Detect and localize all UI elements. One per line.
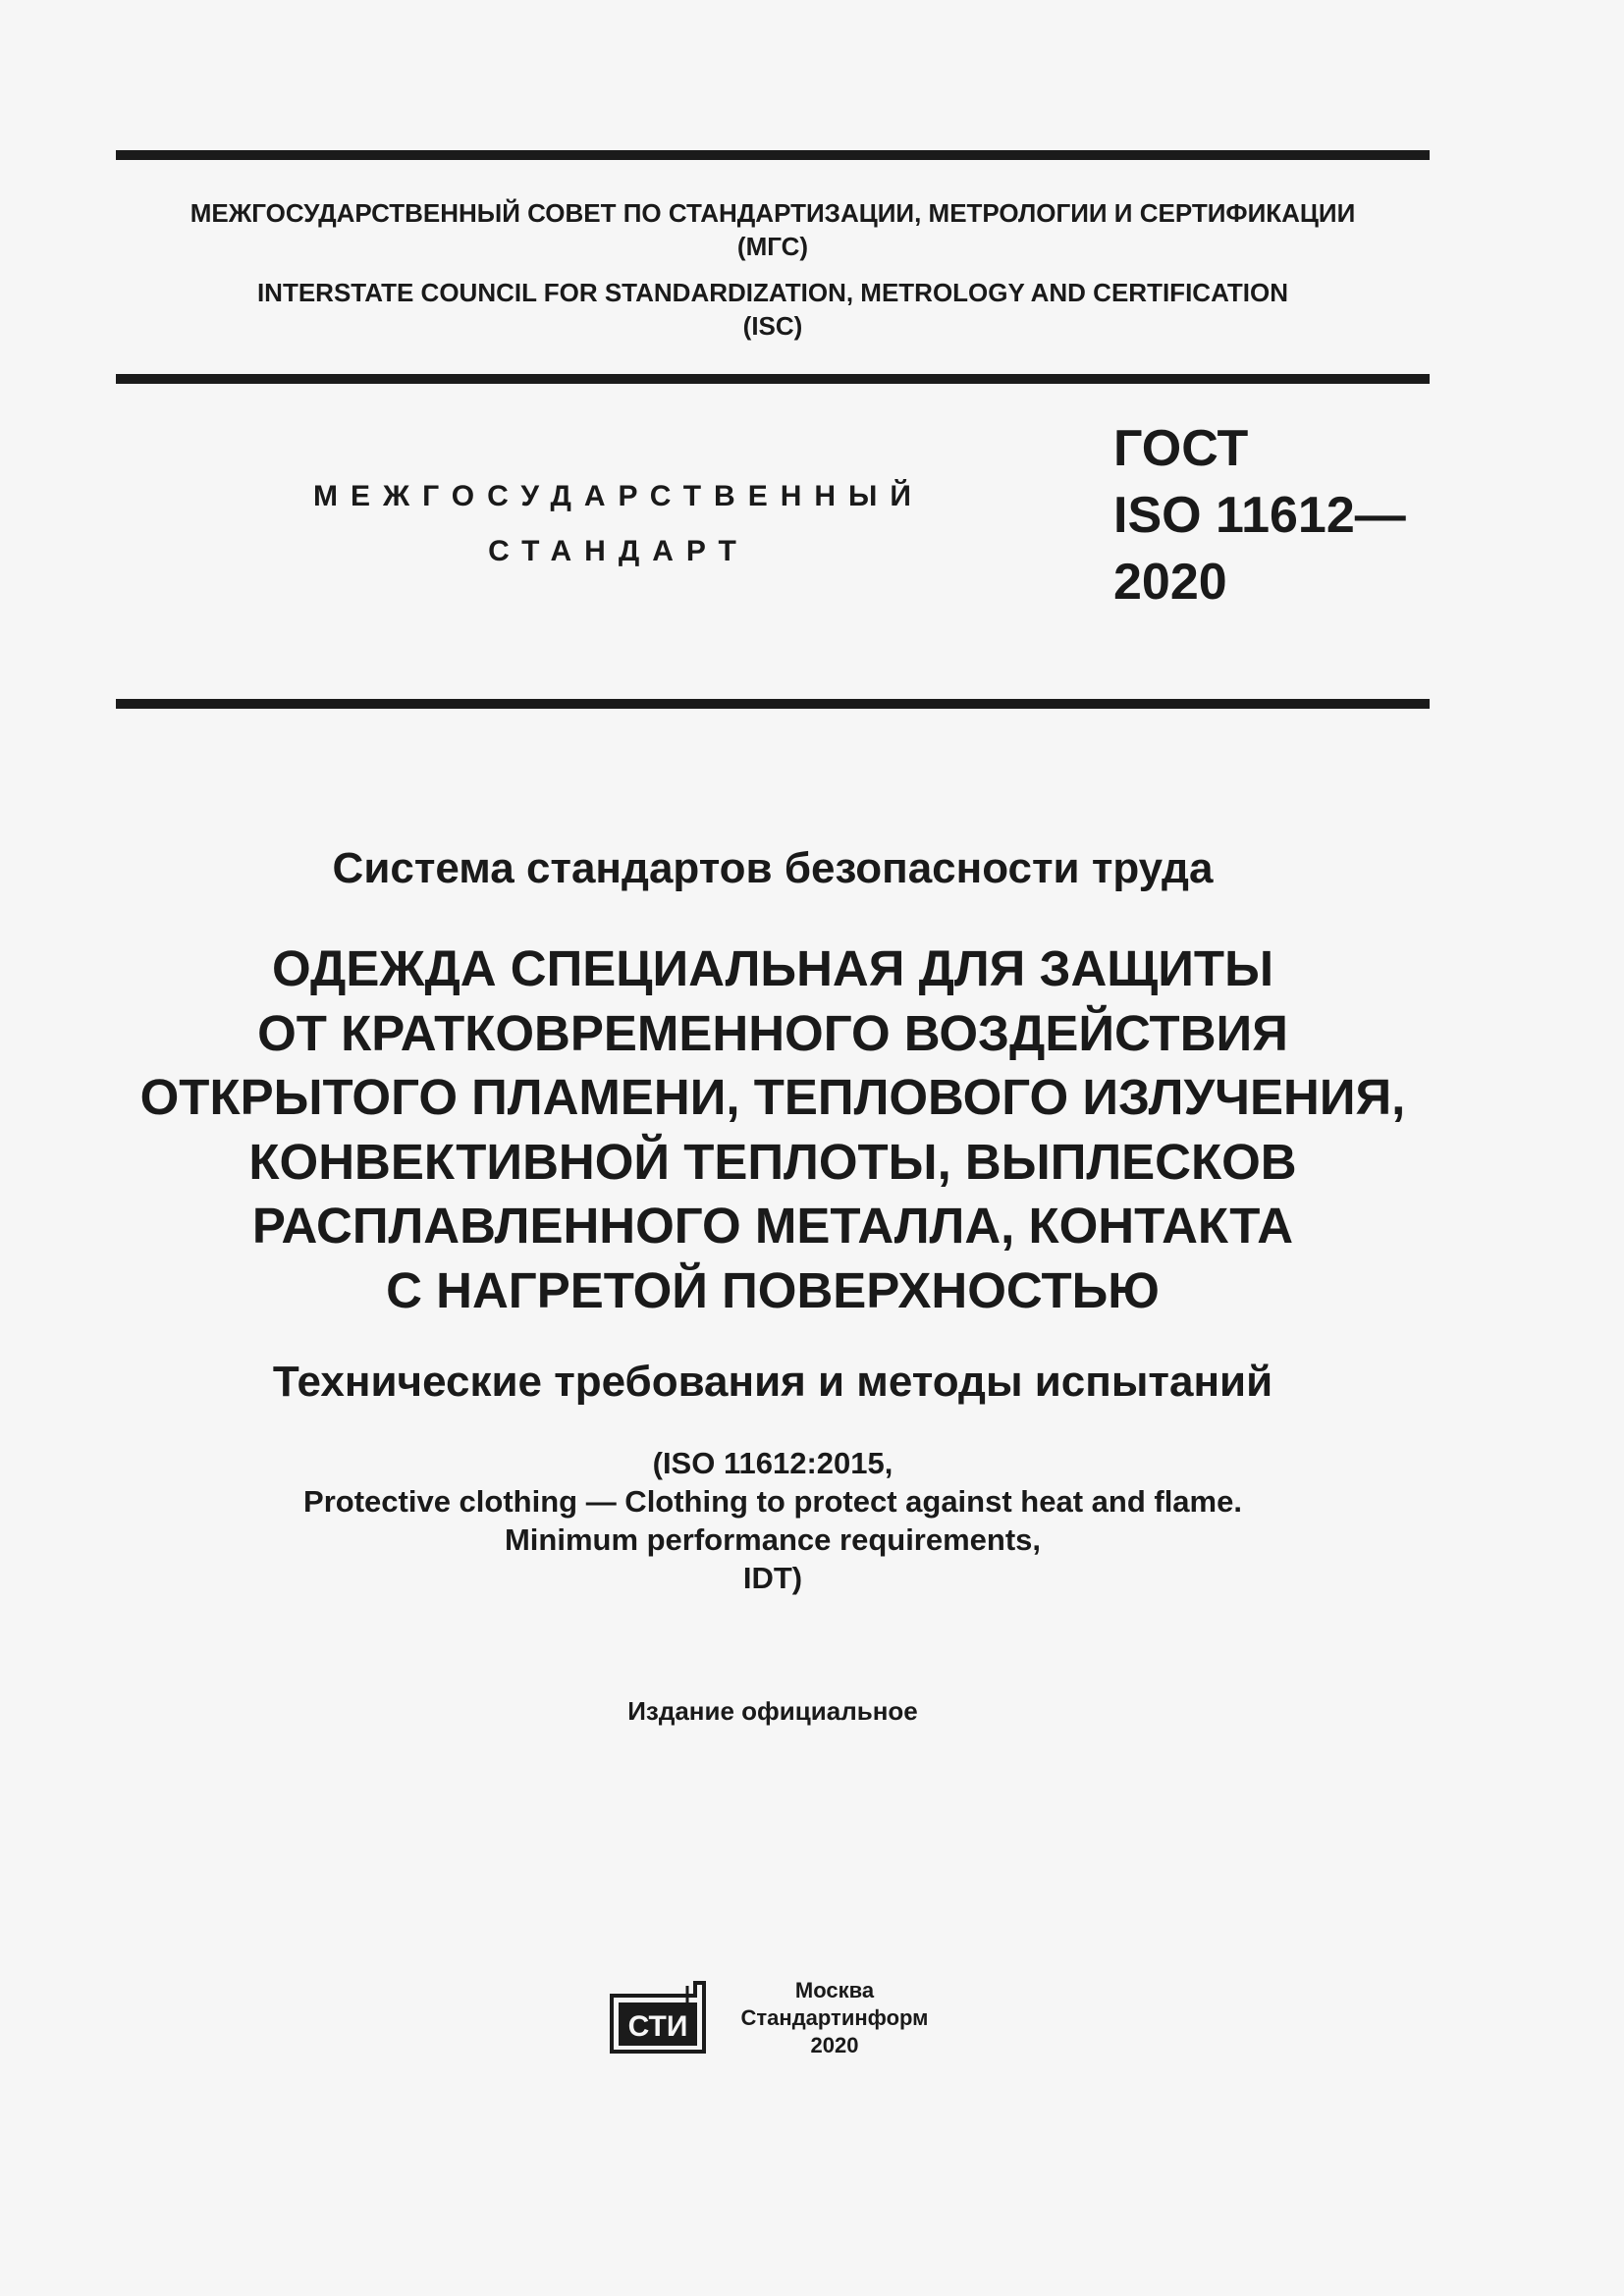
- main-title-line: ОТКРЫТОГО ПЛАМЕНИ, ТЕПЛОВОГО ИЗЛУЧЕНИЯ,: [139, 1069, 1406, 1125]
- main-title-line: С НАГРЕТОЙ ПОВЕРХНОСТЬЮ: [386, 1261, 1160, 1318]
- top-rule: [116, 150, 1430, 160]
- standard-designation: [1113, 415, 1428, 615]
- iso-reference-line: Protective clothing — Clothing to protect against heat and flame.: [303, 1484, 1242, 1519]
- header-rule: [116, 374, 1430, 384]
- iso-reference-line: IDT): [742, 1561, 803, 1595]
- publisher-logo-text: СТИ: [627, 2010, 688, 2043]
- publisher-logo: [609, 1980, 707, 2055]
- main-title-line: ОТ КРАТКОВРЕМЕННОГО ВОЗДЕЙСТВИЯ: [257, 1004, 1288, 1061]
- council-name-en-line: INTERSTATE COUNCIL FOR STANDARDIZATION, METROLOGY AND CERTIFICATION: [256, 278, 1289, 307]
- publisher-name: Стандартинформ: [740, 2005, 929, 2030]
- designation-line1: ГОСТ: [1113, 420, 1249, 477]
- interstate-label-line2: СТАНДАРТ: [488, 535, 749, 567]
- publisher-info: [717, 1977, 952, 2059]
- main-title-line: РАСПЛАВЛЕННОГО МЕТАЛЛА, КОНТАКТА: [251, 1198, 1294, 1254]
- designation-line2: ISO 11612—: [1113, 487, 1406, 544]
- edition-label: Издание официальное: [627, 1696, 918, 1726]
- council-abbr-en: (ISC): [742, 311, 803, 341]
- iso-reference: [116, 1444, 1430, 1597]
- main-title: [116, 936, 1430, 1322]
- interstate-label-line1: МЕЖГОСУДАРСТВЕННЫЙ: [313, 480, 924, 512]
- designation-rule: [116, 699, 1430, 709]
- subtitle: Технические требования и методы испытаний: [272, 1358, 1273, 1406]
- series-title: Система стандартов безопасности труда: [332, 844, 1214, 892]
- iso-reference-line: Minimum performance requirements,: [504, 1522, 1042, 1557]
- publisher-city: Москва: [794, 1978, 875, 2002]
- council-abbr-ru: (МГС): [736, 232, 809, 261]
- designation-line3: 2020: [1113, 554, 1227, 611]
- main-title-line: КОНВЕКТИВНОЙ ТЕПЛОТЫ, ВЫПЛЕСКОВ: [248, 1133, 1297, 1190]
- council-name-ru-line: МЕЖГОСУДАРСТВЕННЫЙ СОВЕТ ПО СТАНДАРТИЗАЦИИ, МЕТРОЛОГИИ И СЕРТИФИКАЦИИ: [189, 198, 1356, 228]
- publisher-year: 2020: [810, 2033, 859, 2057]
- main-title-line: ОДЕЖДА СПЕЦИАЛЬНАЯ ДЛЯ ЗАЩИТЫ: [272, 940, 1273, 996]
- iso-reference-line: (ISO 11612:2015,: [652, 1446, 893, 1480]
- interstate-standard-label: [275, 469, 962, 579]
- council-name-ru: [116, 196, 1430, 263]
- council-name-en: [116, 276, 1430, 343]
